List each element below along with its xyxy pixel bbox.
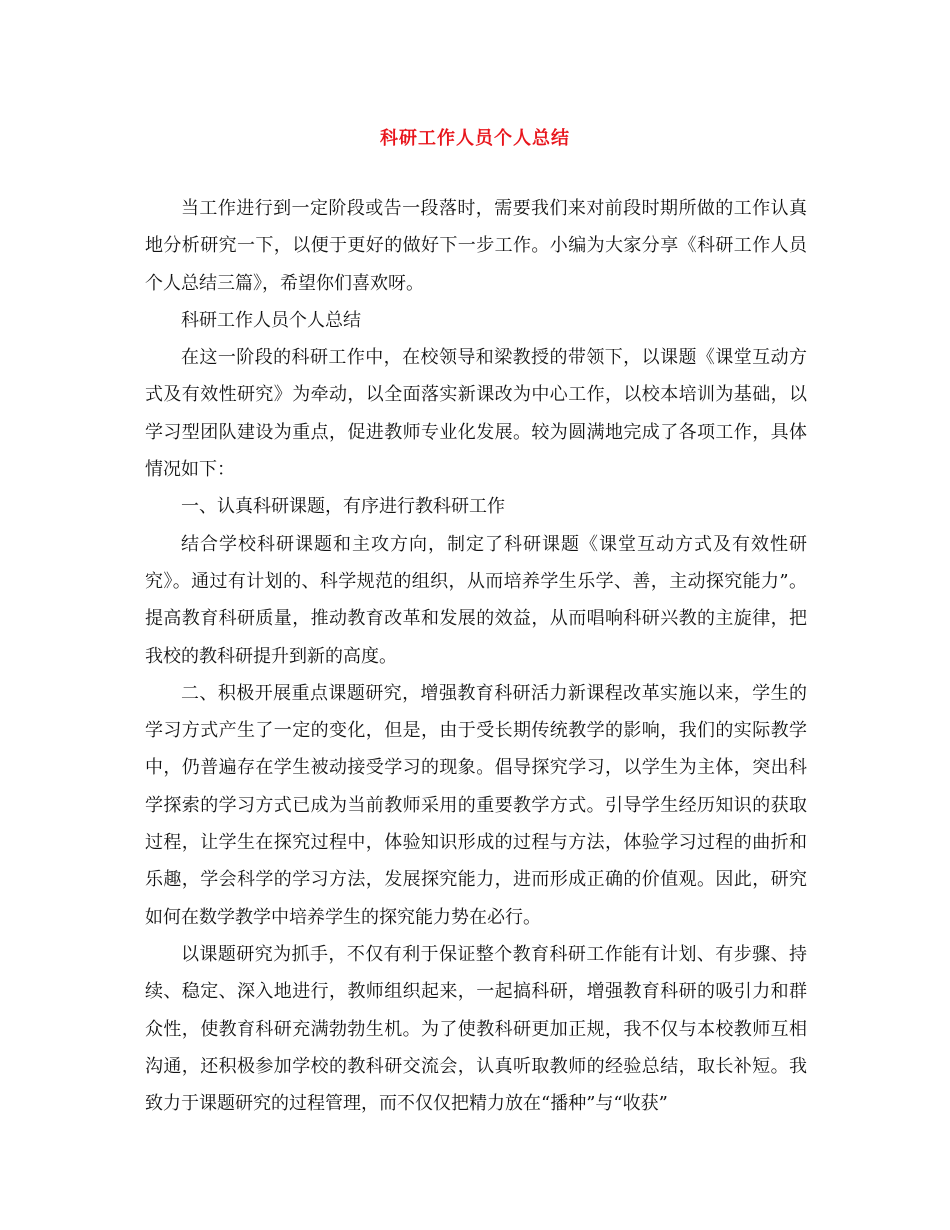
document-title: 科研工作人员个人总结 [380, 128, 570, 149]
paragraph-overview: 在这一阶段的科研工作中，在校领导和梁教授的带领下，以课题《课堂互动方式及有效性研究》为牵动，以全面落实新课改为中心工作，以校本培训为基础，以学习型团队建设为重点，促进教师专业化发展。较为圆满地完成了各项工作，具体情况如下： [145, 347, 807, 481]
paragraph-section-2: 二、积极开展重点课题研究，增强教育科研活力新课程改革实施以来，学生的学习方式产生了一定的变化，但是，由于受长期传统教学的影响，我们的实际教学中，仍普遍存在学生被动接受学习的现象。倡导探究学习，以学生为主体，突出科学探索的学习方式已成为当前教师采用的重要教学方式。引导学生经历知识的获取过程，让学生在探究过程中，体验知识形成的过程与方法，体验学习过程的曲折和乐趣，学会科学的学习方法，发展探究能力，进而形成正确的价值观。因此，研究如何在数学教学中培养学生的探究能力势在必行。 [145, 682, 807, 928]
document-body [145, 190, 807, 1122]
paragraph-section-1: 结合学校科研课题和主攻方向，制定了科研课题《课堂互动方式及有效性研究》。通过有计划的、科学规范的组织，从而培养学生乐学、善，主动探究能力”。提高教育科研质量，推动教育改革和发展的效益，从而唱响科研兴教的主旋律，把我校的教科研提升到新的高度。 [145, 533, 807, 667]
paragraph-subtitle: 科研工作人员个人总结 [181, 309, 361, 331]
paragraph-research: 以课题研究为抓手，不仅有利于保证整个教育科研工作能有计划、有步骤、持续、稳定、深入地进行，教师组织起来，一起搞科研，增强教育科研的吸引力和群众性，使教育科研充满勃勃生机。为了使教科研更加正规，我不仅与本校教师互相沟通，还积极参加学校的教科研交流会，认真听取教师的经验总结，取长补短。我致力于课题研究的过程管理，而不仅仅把精力放在“播种”与“收获” [145, 943, 807, 1115]
section-heading-1: 一、认真科研课题，有序进行教科研工作 [181, 496, 505, 518]
paragraph-intro: 当工作进行到一定阶段或告一段落时，需要我们来对前段时期所做的工作认真地分析研究一下，以便于更好的做好下一步工作。小编为大家分享《科研工作人员个人总结三篇》，希望你们喜欢呀。 [145, 198, 807, 294]
